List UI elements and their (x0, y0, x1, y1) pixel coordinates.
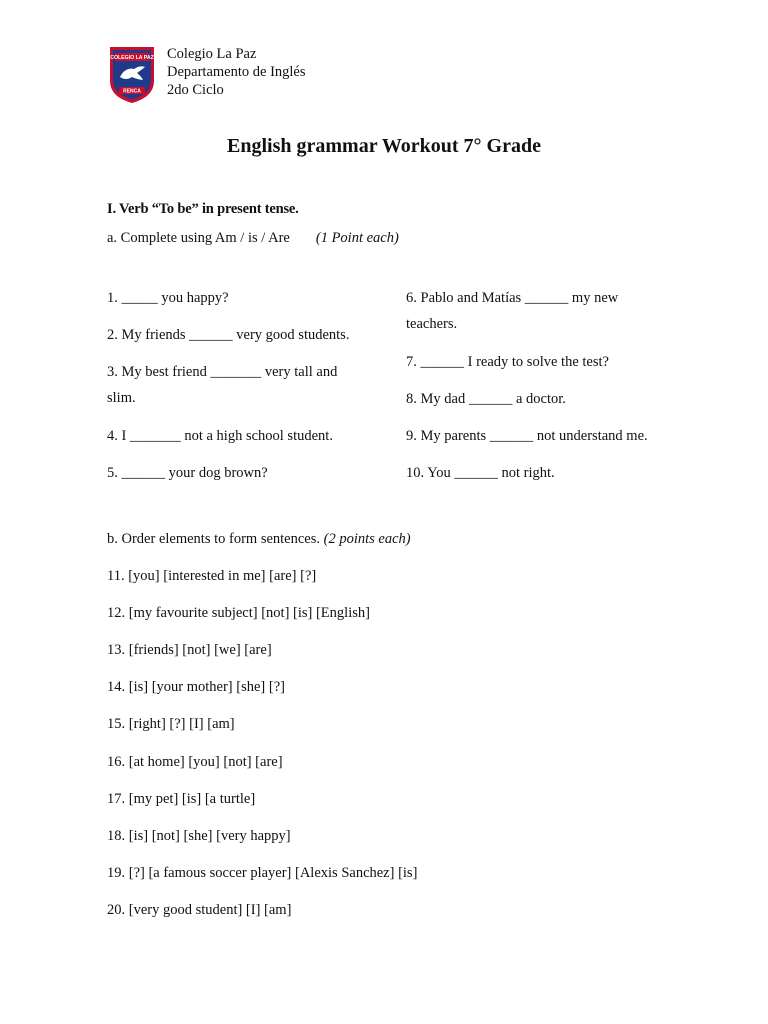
exercise-item-7: 7. ______ I ready to solve the test? (406, 354, 609, 370)
exercise-item-20: 20. [very good student] [I] [am] (107, 902, 292, 918)
exercise-item-8: 8. My dad ______ a doctor. (406, 391, 566, 407)
exercise-item-19: 19. [?] [a famous soccer player] [Alexis Sanchez] [is] (107, 865, 418, 881)
part-a-instruction (107, 229, 399, 247)
crest-bottom-text: RENCA (123, 88, 141, 95)
exercise-item-17: 17. [my pet] [is] [a turtle] (107, 791, 256, 807)
department-name: Departamento de Inglés (167, 64, 306, 80)
crest-top-text: COLEGIO LA PAZ (110, 55, 154, 62)
part-b-instruction-text: b. Order elements to form sentences. (107, 531, 320, 547)
exercise-item-15: 15. [right] [?] [I] [am] (107, 716, 235, 732)
exercise-item-11: 11. [you] [interested in me] [are] [?] (107, 568, 317, 584)
exercise-item-9: 9. My parents ______ not understand me. (406, 428, 648, 444)
part-b-points: (2 points each) (323, 531, 411, 547)
exercise-item-5: 5. ______ your dog brown? (107, 465, 268, 481)
exercise-item-6: 6. Pablo and Matías ______ my new teachers. (406, 290, 619, 332)
exercise-item-14: 14. [is] [your mother] [she] [?] (107, 679, 285, 695)
part-a-instruction-text: a. Complete using Am / is / Are (107, 230, 290, 246)
school-info (167, 45, 306, 99)
exercise-item-12: 12. [my favourite subject] [not] [is] [English] (107, 605, 370, 621)
exercise-item-3: 3. My best friend _______ very tall and slim. (107, 364, 338, 406)
exercise-item-18: 18. [is] [not] [she] [very happy] (107, 828, 291, 844)
cycle-name: 2do Ciclo (167, 82, 224, 98)
exercise-item-16: 16. [at home] [you] [not] [are] (107, 754, 283, 770)
exercise-item-10: 10. You ______ not right. (406, 465, 555, 481)
exercise-item-1: 1. _____ you happy? (107, 290, 229, 306)
page-title: English grammar Workout 7° Grade (227, 135, 541, 157)
school-name: Colegio La Paz (167, 46, 257, 62)
part-a-points: (1 Point each) (315, 230, 399, 246)
exercise-item-13: 13. [friends] [not] [we] [are] (107, 642, 272, 658)
school-crest-icon (107, 43, 157, 105)
part-b-instruction (107, 530, 411, 548)
exercise-item-2: 2. My friends ______ very good students. (107, 327, 350, 343)
exercise-item-4: 4. I _______ not a high school student. (107, 428, 333, 444)
section-heading: I. Verb “To be” in present tense. (107, 201, 299, 217)
